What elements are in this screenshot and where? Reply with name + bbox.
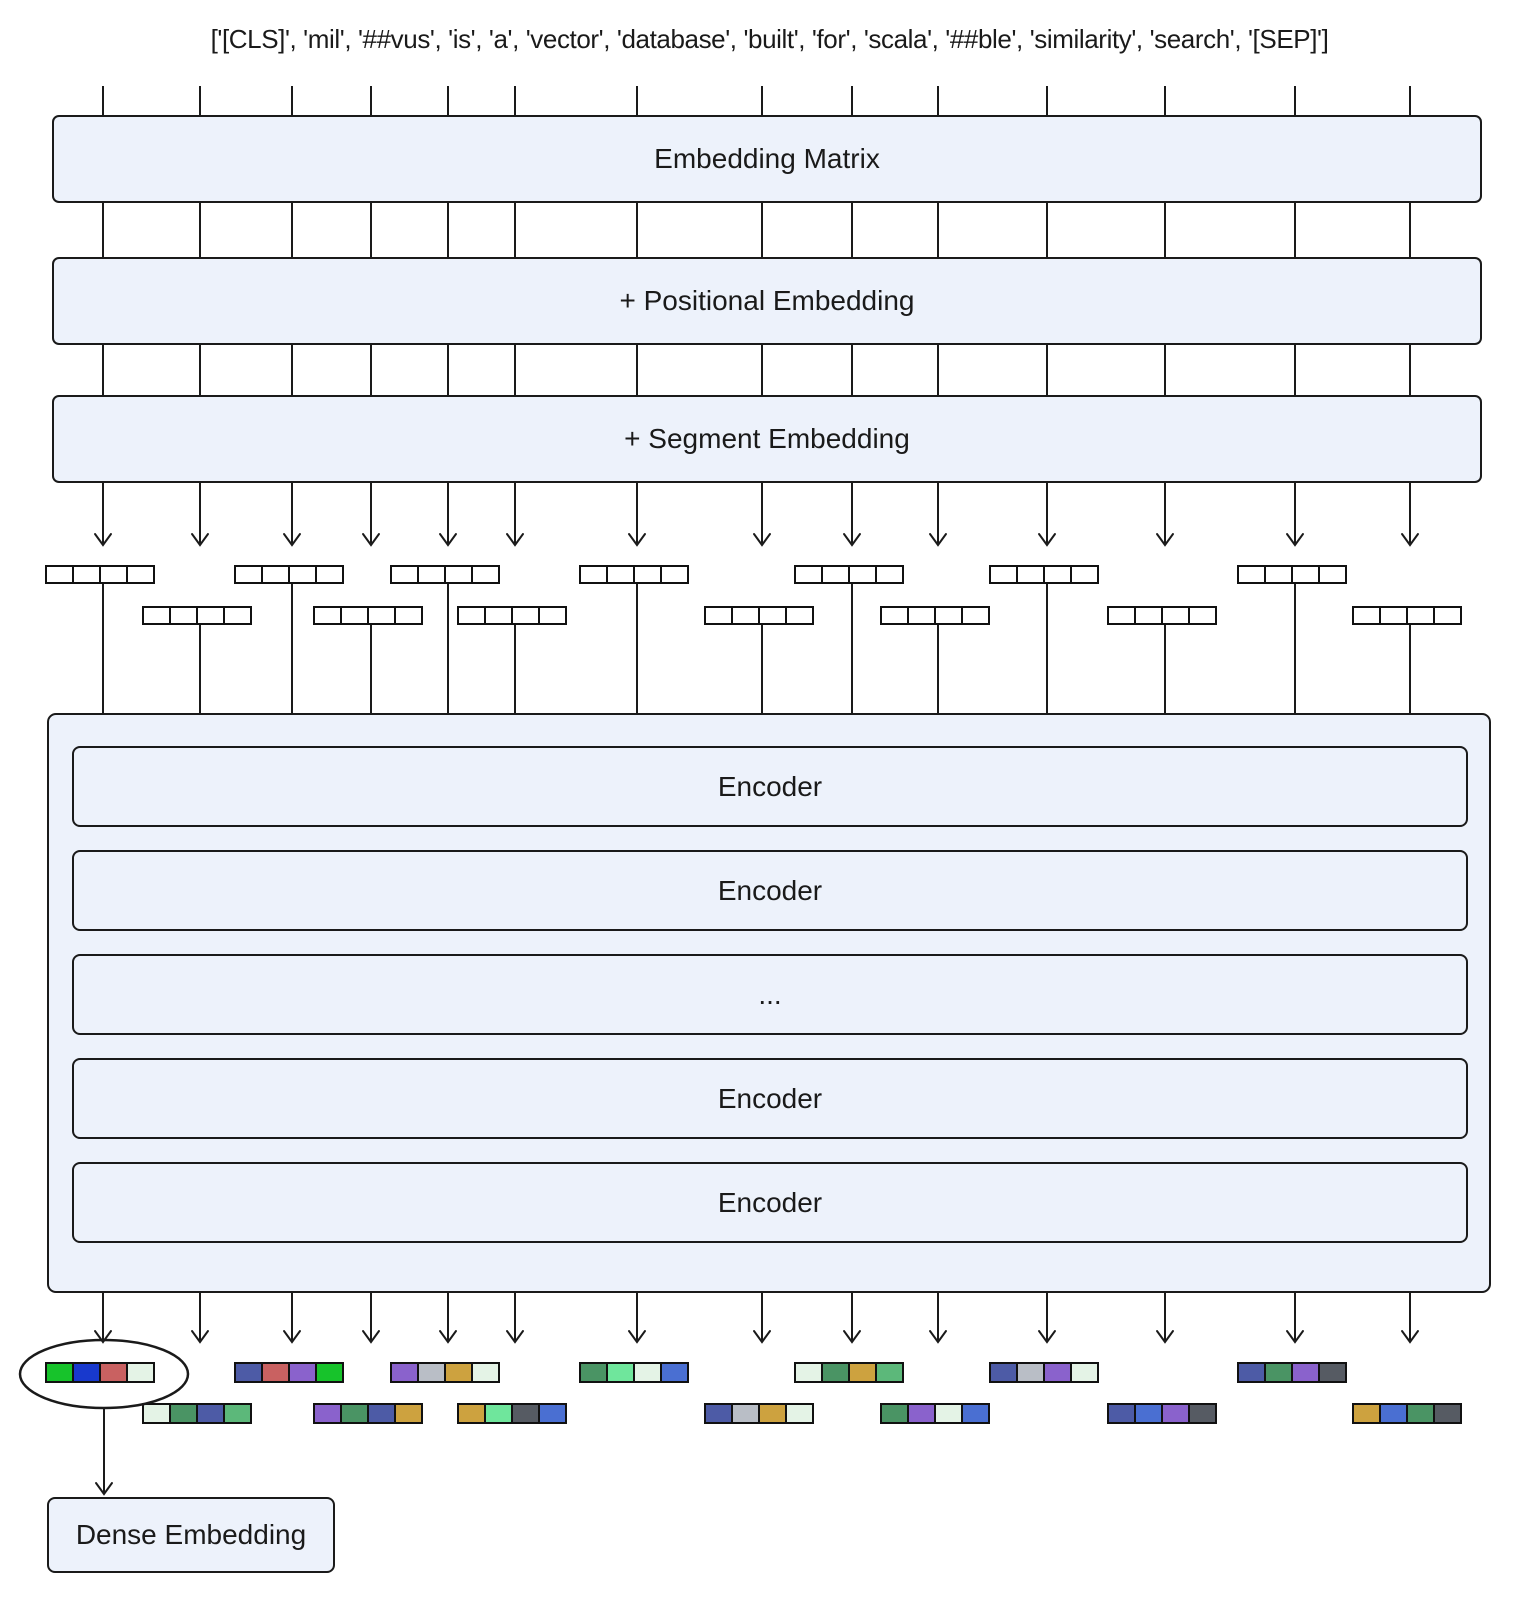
vector-cell [1318, 1362, 1347, 1383]
vector-cell [538, 1403, 567, 1424]
output-vector [1352, 1403, 1462, 1424]
vector-cell [1379, 606, 1408, 625]
encoder-out-arrow-head [440, 1331, 456, 1342]
vector-cell [471, 565, 500, 584]
encoder-row [72, 1058, 1468, 1139]
vector-cell [45, 565, 74, 584]
vector-cell [875, 1362, 904, 1383]
segment-out-arrow-head [1157, 534, 1173, 545]
encoder-out-arrow-head [844, 1331, 860, 1342]
vector-cell [223, 1403, 252, 1424]
input-vector [457, 606, 567, 625]
encoder-row-label: Encoder [717, 874, 823, 906]
vector-cell [704, 1403, 733, 1424]
vector-cell [484, 606, 513, 625]
output-vector [989, 1362, 1099, 1383]
vector-cell [785, 606, 814, 625]
vector-cell [394, 606, 423, 625]
vector-cell [340, 606, 369, 625]
vector-cell [1107, 1403, 1136, 1424]
encoder-out-arrow-head [507, 1331, 523, 1342]
segment-out-arrow-head [284, 534, 300, 545]
vector-cell [1161, 606, 1190, 625]
vector-cell [880, 1403, 909, 1424]
vector-cell [934, 606, 963, 625]
input-vector [142, 606, 252, 625]
vector-cell [989, 565, 1018, 584]
encoder-row [72, 746, 1468, 827]
vector-cell [313, 606, 342, 625]
encoder-row-label: ... [758, 978, 782, 1010]
positional-embedding-box [52, 257, 1482, 345]
vector-cell [1433, 1403, 1462, 1424]
vector-cell [1043, 1362, 1072, 1383]
vector-cell [223, 606, 252, 625]
vector-cell [875, 565, 904, 584]
output-vector [1107, 1403, 1217, 1424]
encoder-out-arrow-head [192, 1331, 208, 1342]
vector-cell [511, 606, 540, 625]
output-vector [234, 1362, 344, 1383]
vector-cell [484, 1403, 513, 1424]
vector-cell [457, 606, 486, 625]
vector-cell [606, 565, 635, 584]
vector-cell [821, 565, 850, 584]
input-vector [313, 606, 423, 625]
vector-cell [794, 1362, 823, 1383]
vector-cell [1043, 565, 1072, 584]
input-vector [1352, 606, 1462, 625]
vector-cell [45, 1362, 74, 1383]
vector-cell [758, 606, 787, 625]
input-vector [579, 565, 689, 584]
vector-cell [457, 1403, 486, 1424]
segment-out-arrow-head [440, 534, 456, 545]
segment-out-arrow-head [754, 534, 770, 545]
vector-cell [758, 1403, 787, 1424]
vector-cell [1291, 565, 1320, 584]
encoder-out-arrow-head [363, 1331, 379, 1342]
encoder-out-arrow-head [754, 1331, 770, 1342]
segment-embedding-label: + Segment Embedding [624, 423, 910, 454]
vector-cell [315, 565, 344, 584]
vector-cell [934, 1403, 963, 1424]
vector-cell [660, 1362, 689, 1383]
vector-cell [1134, 1403, 1163, 1424]
vector-cell [1161, 1403, 1190, 1424]
encoder-row-label: Encoder [717, 1082, 823, 1114]
vector-cell [1264, 1362, 1293, 1383]
vector-cell [1237, 1362, 1266, 1383]
vector-cell [704, 606, 733, 625]
vector-cell [907, 606, 936, 625]
encoder-out-arrow-head [629, 1331, 645, 1342]
vector-cell [660, 565, 689, 584]
segment-out-arrow-head [95, 534, 111, 545]
output-vector [704, 1403, 814, 1424]
segment-out-arrow-head [1039, 534, 1055, 545]
vector-cell [288, 1362, 317, 1383]
output-vector [579, 1362, 689, 1383]
output-vector [313, 1403, 423, 1424]
vector-cell [367, 1403, 396, 1424]
output-vector [1237, 1362, 1347, 1383]
vector-cell [288, 565, 317, 584]
vector-cell [261, 565, 290, 584]
vector-cell [417, 1362, 446, 1383]
encoder-out-arrow-head [1157, 1331, 1173, 1342]
vector-cell [1291, 1362, 1320, 1383]
encoder-row [72, 1162, 1468, 1243]
vector-cell [1188, 606, 1217, 625]
output-vector [457, 1403, 567, 1424]
vector-cell [126, 1362, 155, 1383]
vector-cell [785, 1403, 814, 1424]
vector-cell [579, 565, 608, 584]
vector-cell [1134, 606, 1163, 625]
encoder-row [72, 954, 1468, 1035]
dense-embedding-arrow-head [96, 1483, 112, 1494]
input-vector [704, 606, 814, 625]
input-vector [390, 565, 500, 584]
encoder-out-arrow-head [95, 1331, 111, 1342]
vector-cell [1188, 1403, 1217, 1424]
vector-cell [606, 1362, 635, 1383]
segment-out-arrow-head [507, 534, 523, 545]
encoder-row-label: Encoder [717, 770, 823, 802]
segment-embedding-box [52, 395, 1482, 483]
vector-cell [821, 1362, 850, 1383]
vector-cell [731, 1403, 760, 1424]
positional-embedding-label: + Positional Embedding [619, 285, 915, 316]
vector-cell [471, 1362, 500, 1383]
vector-cell [538, 606, 567, 625]
segment-out-arrow-head [930, 534, 946, 545]
encoder-stack [47, 713, 1491, 1293]
encoder-out-arrow-head [930, 1331, 946, 1342]
encoder-out-arrow-head [284, 1331, 300, 1342]
vector-cell [1406, 1403, 1435, 1424]
encoder-out-arrow-head [1039, 1331, 1055, 1342]
input-vector [989, 565, 1099, 584]
vector-cell [169, 1403, 198, 1424]
vector-cell [72, 565, 101, 584]
vector-cell [961, 1403, 990, 1424]
vector-cell [511, 1403, 540, 1424]
vector-cell [633, 1362, 662, 1383]
output-vector [390, 1362, 500, 1383]
vector-cell [367, 606, 396, 625]
vector-cell [1352, 1403, 1381, 1424]
segment-out-arrow-head [363, 534, 379, 545]
vector-cell [444, 565, 473, 584]
vector-cell [196, 1403, 225, 1424]
vector-cell [390, 1362, 419, 1383]
vector-cell [989, 1362, 1018, 1383]
vector-cell [72, 1362, 101, 1383]
vector-cell [1406, 606, 1435, 625]
input-vector [794, 565, 904, 584]
segment-out-arrow-head [1287, 534, 1303, 545]
vector-cell [390, 565, 419, 584]
vector-cell [794, 565, 823, 584]
encoder-row [72, 850, 1468, 931]
vector-cell [1318, 565, 1347, 584]
input-vector [45, 565, 155, 584]
vector-cell [417, 565, 446, 584]
vector-cell [1264, 565, 1293, 584]
embedding-matrix-box [52, 115, 1482, 203]
vector-cell [1016, 1362, 1045, 1383]
vector-cell [315, 1362, 344, 1383]
encoder-row-label: Encoder [717, 1186, 823, 1218]
vector-cell [444, 1362, 473, 1383]
vector-cell [142, 1403, 171, 1424]
encoder-out-arrow-head [1402, 1331, 1418, 1342]
vector-cell [1070, 1362, 1099, 1383]
output-vector [794, 1362, 904, 1383]
vector-cell [313, 1403, 342, 1424]
embedding-matrix-label: Embedding Matrix [654, 143, 880, 174]
segment-out-arrow-head [844, 534, 860, 545]
output-vector [880, 1403, 990, 1424]
input-vector [1237, 565, 1347, 584]
vector-cell [1379, 1403, 1408, 1424]
vector-cell [848, 565, 877, 584]
vector-cell [1070, 565, 1099, 584]
vector-cell [1352, 606, 1381, 625]
vector-cell [340, 1403, 369, 1424]
vector-cell [579, 1362, 608, 1383]
input-vector [880, 606, 990, 625]
encoder-out-arrow-head [1287, 1331, 1303, 1342]
dense-embedding-box [47, 1497, 335, 1573]
vector-cell [234, 565, 263, 584]
vector-cell [731, 606, 760, 625]
vector-cell [633, 565, 662, 584]
vector-cell [961, 606, 990, 625]
vector-cell [1433, 606, 1462, 625]
segment-out-arrow-head [1402, 534, 1418, 545]
vector-cell [99, 565, 128, 584]
vector-cell [907, 1403, 936, 1424]
vector-cell [1237, 565, 1266, 584]
input-vector [234, 565, 344, 584]
vector-cell [196, 606, 225, 625]
output-vector [45, 1362, 155, 1383]
input-vector [1107, 606, 1217, 625]
segment-out-arrow-head [629, 534, 645, 545]
vector-cell [848, 1362, 877, 1383]
vector-cell [880, 606, 909, 625]
vector-cell [99, 1362, 128, 1383]
segment-out-arrow-head [192, 534, 208, 545]
vector-cell [1016, 565, 1045, 584]
vector-cell [1107, 606, 1136, 625]
vector-cell [142, 606, 171, 625]
token-list: ['[CLS]', 'mil', '##vus', 'is', 'a', 'vector', 'database', 'built', 'for', 'scala', '##ble', 'similarity', 'search', '[SEP]'] [210, 24, 1329, 54]
output-vector [142, 1403, 252, 1424]
vector-cell [234, 1362, 263, 1383]
vector-cell [394, 1403, 423, 1424]
dense-embedding-label: Dense Embedding [75, 1519, 307, 1550]
vector-cell [126, 565, 155, 584]
vector-cell [261, 1362, 290, 1383]
vector-cell [169, 606, 198, 625]
